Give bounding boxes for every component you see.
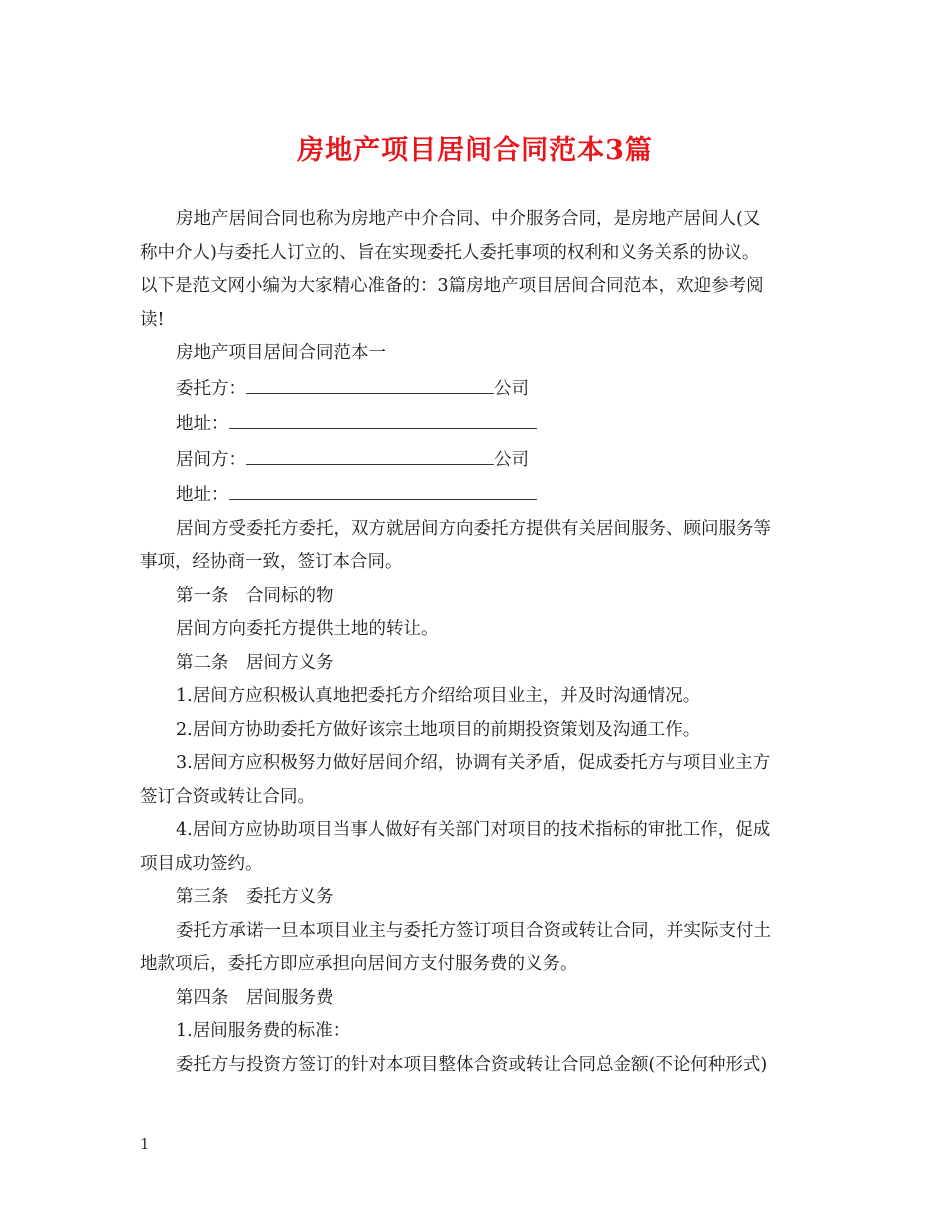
text-line: 事项，经协商一致，签订本合同。 <box>140 552 403 572</box>
document-body <box>140 203 812 1082</box>
client-label: 委托方： <box>176 378 246 399</box>
preamble-paragraph <box>140 513 812 580</box>
article-1-heading: 第一条 合同标的物 <box>176 585 334 606</box>
client-address-label: 地址： <box>176 414 229 434</box>
text-line: 称中介人)与委托人订立的、旨在实现委托人委托事项的权利和义务关系的协议。 <box>140 242 760 263</box>
broker-suffix: 公司 <box>494 449 529 470</box>
article-4-item-1: 1.居间服务费的标准： <box>176 1021 351 1041</box>
client-address-line <box>140 406 812 442</box>
article-1-text: 居间方向委托方提供土地的转让。 <box>176 619 439 639</box>
client-address-blank <box>229 406 537 429</box>
text-line: 居间方受委托方委托，双方就居间方向委托方提供有关居间服务、顾问服务等 <box>176 518 771 539</box>
section-title: 房地产项目居间合同范本一 <box>176 343 386 363</box>
text-line: 以下是范文网小编为大家精心准备的：3篇房地产项目居间合同范本，欢迎参考阅 <box>140 276 764 296</box>
article-2-item-4 <box>140 814 812 881</box>
broker-address-blank <box>229 477 537 500</box>
broker-line <box>140 442 812 478</box>
text-line: 房地产居间合同也称为房地产中介合同、中介服务合同，是房地产居间人(又 <box>176 209 761 229</box>
text-line: 签订合资或转让合同。 <box>140 786 315 807</box>
article-2-item-2: 2.居间方协助委托方做好该宗土地项目的前期投资策划及沟通工作。 <box>176 719 701 740</box>
article-4-text: 委托方与投资方签订的针对本项目整体合资或转让合同总金额(不论何种形式) <box>176 1054 768 1075</box>
client-line <box>140 371 812 407</box>
text-line: 读! <box>140 309 165 330</box>
text-line: 4.居间方应协助项目当事人做好有关部门对项目的技术指标的审批工作，促成 <box>176 820 771 840</box>
broker-name-blank <box>246 442 494 465</box>
article-4-heading: 第四条 居间服务费 <box>176 987 334 1008</box>
client-suffix: 公司 <box>494 378 529 399</box>
text-line: 3.居间方应积极努力做好居间介绍，协调有关矛盾，促成委托方与项目业主方 <box>176 753 771 773</box>
page-number: 1 <box>140 1135 150 1153</box>
broker-address-line <box>140 477 812 513</box>
text-line: 地款项后，委托方即应承担向居间方支付服务费的义务。 <box>140 954 578 974</box>
broker-label: 居间方： <box>176 449 246 470</box>
article-3-heading: 第三条 委托方义务 <box>176 887 334 907</box>
client-name-blank <box>246 371 494 394</box>
article-2-heading: 第二条 居间方义务 <box>176 652 334 673</box>
intro-paragraph <box>140 203 812 337</box>
text-line: 委托方承诺一旦本项目业主与委托方签订项目合资或转让合同，并实际支付土 <box>176 920 771 941</box>
article-3-text <box>140 915 812 982</box>
document-title: 房地产项目居间合同范本3篇 <box>297 135 653 166</box>
text-line: 项目成功签约。 <box>140 853 263 874</box>
article-2-item-1: 1.居间方应积极认真地把委托方介绍给项目业主，并及时沟通情况。 <box>176 686 701 706</box>
article-2-item-3 <box>140 747 812 814</box>
broker-address-label: 地址： <box>176 485 229 505</box>
